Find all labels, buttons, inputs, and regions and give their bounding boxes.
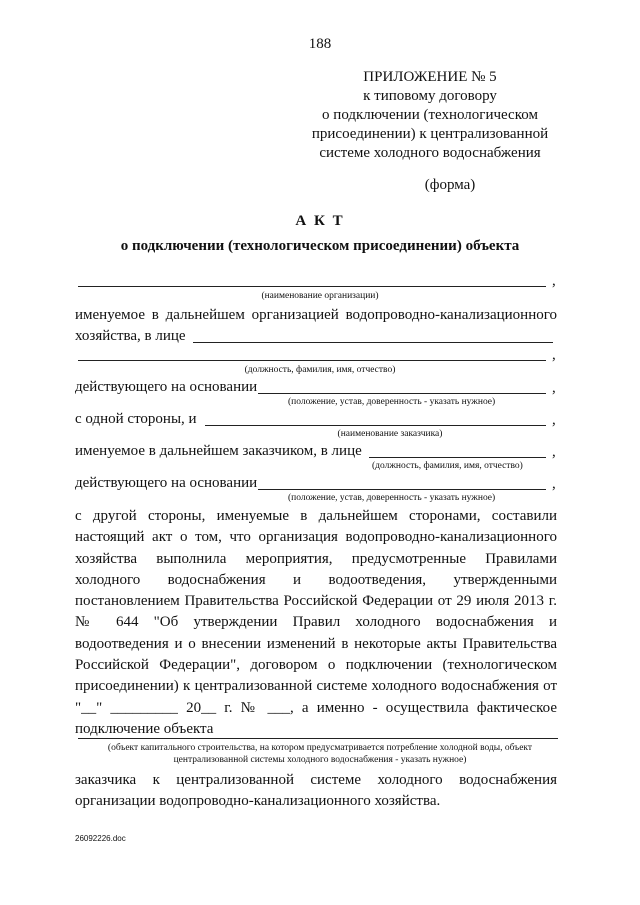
hint-position: (должность, фамилия, имя, отчество) (244, 365, 396, 375)
form-label: (форма) (424, 177, 476, 193)
comma: , (552, 444, 556, 460)
comma: , (552, 347, 556, 363)
footer-filename: 26092226.doc (75, 834, 126, 843)
appendix-header (300, 68, 560, 163)
representative-line[interactable] (193, 342, 553, 343)
basis-line-2[interactable] (258, 489, 546, 490)
representative-line-2[interactable] (78, 360, 546, 361)
appendix-title: ПРИЛОЖЕНИЕ № 5 (363, 69, 497, 85)
appendix-line: к типовому договору (363, 88, 497, 104)
body-line: хозяйства выполнила мероприятия, предусмотренные Правилами (75, 550, 557, 567)
body-line: присоединении) к централизованной системе холодного водоснабжения от (75, 678, 557, 695)
body-line: "__" _________ 20__ г. № ___, а именно - осуществила фактическое (75, 699, 557, 716)
text-named-customer: именуемое в дальнейшем заказчиком, в лице (75, 443, 362, 459)
text-household: хозяйства, в лице (75, 328, 186, 344)
hint-position-2: (должность, фамилия, имя, отчество) (372, 461, 523, 471)
hint-customer: (наименование заказчика) (337, 429, 443, 439)
object-description-line[interactable] (78, 738, 558, 739)
body-paragraph (75, 507, 557, 739)
body-line: подключение объекта (75, 720, 214, 737)
final-line: заказчика к централизованной системе холодного водоснабжения (75, 772, 557, 788)
body-line: настоящий акт о том, что организация водопроводно-канализационного (75, 529, 557, 546)
text-named-org: именуемое в дальнейшем организацией водопроводно-канализационного (75, 307, 557, 323)
appendix-line: системе холодного водоснабжения (319, 145, 541, 161)
hint-object-2: централизованной системы холодного водоснабжения - указать нужное) (173, 755, 467, 765)
comma: , (552, 380, 556, 396)
comma: , (552, 273, 556, 289)
hint-basis-2: (положение, устав, доверенность - указать нужное) (288, 493, 496, 503)
hint-object-1: (объект капитального строительства, на котором предусматривается потребление холодной воды, объект (107, 743, 533, 753)
customer-name-line[interactable] (205, 425, 546, 426)
customer-representative-line[interactable] (369, 457, 546, 458)
body-line: с другой стороны, именуемые в дальнейшем сторонами, составили (75, 508, 557, 524)
hint-basis-1: (положение, устав, доверенность - указать нужное) (288, 397, 496, 407)
hint-org-name: (наименование организации) (261, 291, 379, 301)
text-one-side: с одной стороны, и (75, 411, 197, 427)
appendix-line: присоединении) к централизованной (311, 126, 549, 142)
body-line: водоотведения и о внесении изменений в некоторые акты Правительства (75, 635, 557, 652)
body-line: № 644 "Об утверждении Правил холодного водоснабжения и (75, 614, 557, 631)
text-acting-2: действующего на основании (75, 475, 258, 491)
appendix-line: о подключении (технологическом (322, 107, 538, 123)
body-line: холодного водоснабжения и водоотведения, утвержденными (75, 571, 557, 588)
document-subtitle: о подключении (технологическом присоединении) объекта (120, 238, 520, 254)
document-title: А К Т (295, 213, 345, 229)
text-acting-1: действующего на основании (75, 379, 258, 395)
org-name-line[interactable] (78, 286, 546, 287)
page-number: 188 (308, 36, 332, 52)
body-line: Российской Федерации", договором о подключении (технологическом (75, 657, 557, 674)
basis-line-1[interactable] (258, 393, 546, 394)
comma: , (552, 412, 556, 428)
final-line: организации водопроводно-канализационного хозяйства. (75, 793, 441, 809)
body-line: постановлением Правительства Российской Федерации от 29 июля 2013 г. (75, 593, 557, 610)
comma: , (552, 476, 556, 492)
